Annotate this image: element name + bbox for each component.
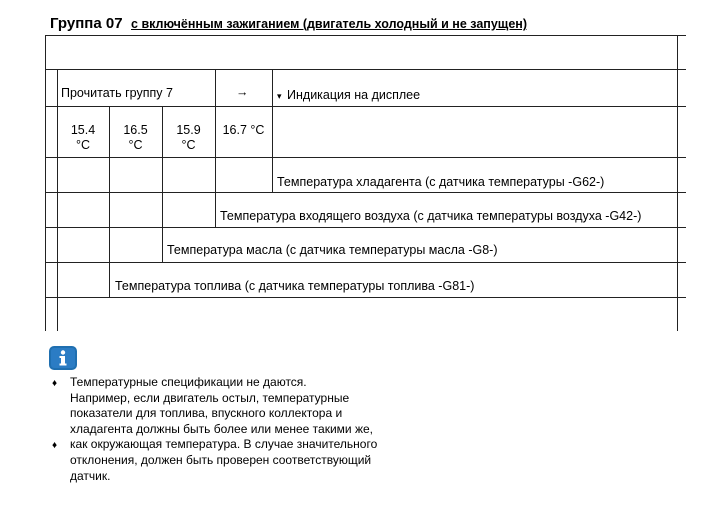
arrow-icon: → xyxy=(236,85,249,99)
value-unit: °C xyxy=(128,138,143,152)
table-rule xyxy=(45,157,686,158)
table-rule xyxy=(45,297,686,298)
note-text xyxy=(70,375,377,484)
description-fuel: Температура топлива (с датчика температуры топлива -G81-) xyxy=(115,279,475,293)
table-rule xyxy=(45,262,686,263)
table-rule xyxy=(45,227,686,228)
value-number: 15.4 xyxy=(70,123,96,137)
note-line: Температурные спецификации не даются. xyxy=(70,375,307,389)
group-title: Группа 07 xyxy=(50,15,123,32)
note-line: хладагента должны быть более или менее такими же, xyxy=(70,421,373,436)
value-cell-4 xyxy=(215,123,272,138)
table-inner-left xyxy=(57,69,58,331)
note-line: отклонения, должен быть проверен соответствующий xyxy=(70,452,372,467)
triangle-down-icon: ▾ xyxy=(277,91,282,101)
value-number: 16.5 xyxy=(123,123,148,137)
table-rule xyxy=(45,106,686,107)
description-intake-air: Температура входящего воздуха (с датчика температуры воздуха -G42-) xyxy=(220,209,642,223)
table-border-right xyxy=(677,35,678,331)
table-border-top xyxy=(45,35,686,36)
note-line: Например, если двигатель остыл, температурные xyxy=(70,390,350,405)
value-number: 15.9 xyxy=(176,123,201,137)
value-cell-2 xyxy=(109,123,162,153)
page-title xyxy=(50,15,527,33)
read-group-label: Прочитать группу 7 xyxy=(61,86,173,100)
description-coolant: Температура хладагента (с датчика температуры -G62-) xyxy=(277,175,605,189)
value-cell-3 xyxy=(162,123,215,153)
table-col-divider xyxy=(272,69,273,106)
info-icon xyxy=(49,346,77,370)
value-unit: °C xyxy=(75,138,91,152)
note-line: датчик. xyxy=(70,468,111,483)
table-col-divider xyxy=(215,69,216,106)
bullet-icon: ♦ xyxy=(52,378,58,389)
bullet-icon: ♦ xyxy=(52,440,58,451)
value-unit: °C xyxy=(181,138,196,152)
note-line: как окружающая температура. В случае значительного xyxy=(70,437,378,452)
note-line: показатели для топлива, впускного коллектора и xyxy=(70,406,343,421)
group-condition: с включённым зажиганием (двигатель холодный и не запущен) xyxy=(131,17,527,31)
value-number: 16.7 °C xyxy=(222,123,265,137)
table-border-left xyxy=(45,35,46,331)
table-rule xyxy=(45,192,686,193)
table-rule xyxy=(45,69,686,70)
display-label: Индикация на дисплее xyxy=(287,88,421,102)
description-oil: Температура масла (с датчика температуры масла -G8-) xyxy=(167,243,498,257)
value-cell-1 xyxy=(57,123,109,153)
table-col-divider xyxy=(272,106,273,192)
